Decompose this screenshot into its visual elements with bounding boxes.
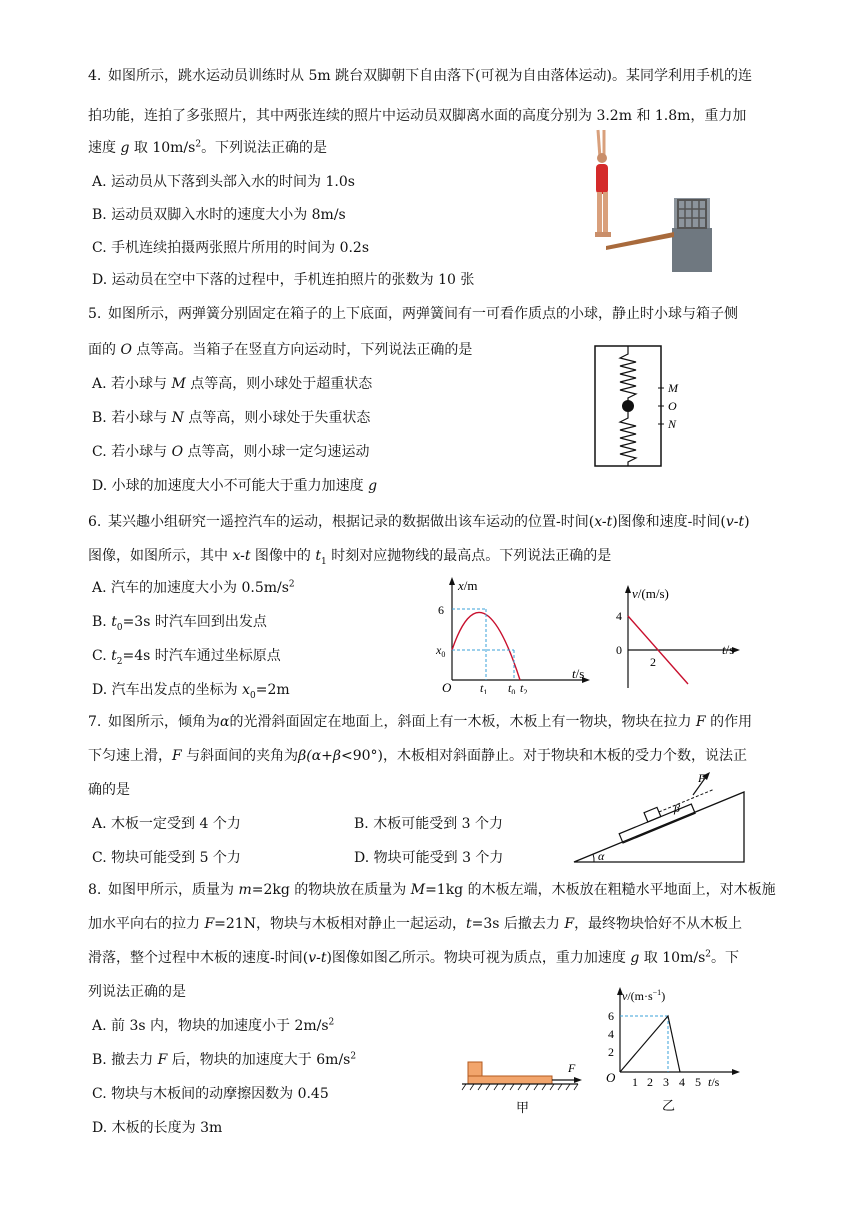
xt-graph <box>430 572 600 694</box>
diver <box>595 130 611 237</box>
q7-number: 7. <box>88 714 102 730</box>
q5-stem-line2: 面的 O 点等高。当箱子在竖直方向运动时，下列说法正确的是 <box>88 342 473 358</box>
q5-option-d: D. 小球的加速度大小不可能大于重力加速度 g <box>92 478 378 494</box>
q6-number: 6. <box>88 514 102 530</box>
label-n: N <box>668 417 677 431</box>
q7-option-b: B. 木板可能受到 3 个力 <box>354 816 503 832</box>
q8-option-a: A. 前 3s 内，物块的加速度小于 $2m/s^2$ <box>92 1017 335 1034</box>
block-m <box>468 1062 482 1076</box>
upper-spring <box>620 346 636 402</box>
lower-spring <box>620 412 636 466</box>
label-f: F <box>698 771 706 785</box>
fig-jia <box>460 1054 590 1114</box>
q4-number: 4. <box>88 68 102 84</box>
vt-xlabel: t/s <box>722 642 735 657</box>
yi-xtick-5: 5 <box>695 1075 701 1089</box>
label-f: F <box>568 1061 576 1075</box>
q6-option-c: C. $t_2=4s$ 时汽车通过坐标原点 <box>92 648 281 667</box>
q7-option-a: A. 木板一定受到 4 个力 <box>92 816 241 832</box>
xt-t0-label: $t_0$ <box>508 681 516 694</box>
xt-xlabel: t/s <box>572 666 585 681</box>
q7-stem-line3: 确的是 <box>88 782 130 798</box>
yi-ytick-6: 6 <box>608 1009 614 1023</box>
xt-ylabel: x/m <box>458 578 478 593</box>
vt-origin: 0 <box>616 643 622 657</box>
q4-option-b: B. 运动员双脚入水时的速度大小为 8m/s <box>92 207 346 223</box>
yi-ytick-2: 2 <box>608 1045 614 1059</box>
xt-peak-label: 6 <box>438 603 444 617</box>
incline-figure <box>568 770 748 866</box>
q7-stem-line2: 下匀速上滑，F 与斜面间的夹角为β(α+β<90°)，木板相对斜面静止。对于物块和木板的受力个数，说法正 <box>88 748 748 764</box>
xt-x0-label: $x_0$ <box>436 643 446 659</box>
q4-option-c: C. 手机连续拍摄两张照片所用的时间为 0.2s <box>92 240 370 256</box>
block <box>644 807 661 822</box>
q8-option-c: C. 物块与木板间的动摩擦因数为 0.45 <box>92 1086 329 1102</box>
label-m: M <box>668 381 678 395</box>
spring-box-figure <box>592 344 702 470</box>
q4-stem-line1: 如图所示，跳水运动员训练时从 5m 跳台双脚朝下自由落下(可视为自由落体运动)。某同学利用手机的连 <box>108 68 753 84</box>
q7-option-c: C. 物块可能受到 5 个力 <box>92 850 241 866</box>
q8-stem-line4: 列说法正确的是 <box>88 984 186 1000</box>
q4-stem-line2: 拍功能，连拍了多张照片，其中两张连续的照片中运动员双脚离水面的高度分别为 3.2m 和 1.8m，重力加 <box>88 108 747 124</box>
q6-option-d: D. 汽车出发点的坐标为 $x_0=2m$ <box>92 682 290 701</box>
yi-xtick-2: 2 <box>647 1075 653 1089</box>
q5-option-c: C. 若小球与 O 点等高，则小球一定匀速运动 <box>92 444 370 460</box>
q6-stem-line1: 某兴趣小组研究一遥控汽车的运动，根据记录的数据做出该车运动的位置-时间(x-t)图像和速度-时间(v-t) <box>108 514 750 530</box>
q8-stem-line3: 滑落，整个过程中木板的速度-时间(v-t)图像如图乙所示。物块可视为质点，重力加速度 g 取 $10m/s^2$。下 <box>88 949 739 966</box>
plank-and-block <box>615 784 720 843</box>
q8-option-b: B. 撤去力 F 后，物块的加速度大于 $6m/s^2$ <box>92 1051 357 1068</box>
q5-stem-line1: 如图所示，两弹簧分别固定在箱子的上下底面，两弹簧间有一可看作质点的小球，静止时小球与箱子侧 <box>108 306 738 322</box>
diver-figure <box>578 128 718 274</box>
q5-option-b: B. 若小球与 N 点等高，则小球处于失重状态 <box>92 410 371 426</box>
springboard <box>606 232 674 250</box>
q4-stem-line3: 速度 g 取 $10m/s^2$。下列说法正确的是 <box>88 139 328 156</box>
fig-yi <box>600 982 750 1114</box>
q8-stem-line1: 如图甲所示，质量为 m=2kg 的物块放在质量为 M=1kg 的木板左端，木板放在粗糙水平地面上，对木板施 <box>108 882 776 898</box>
yi-xlabel: t/s <box>708 1075 720 1089</box>
vt-xtick-2: 2 <box>650 655 656 669</box>
board-M <box>468 1076 552 1084</box>
q4-option-d: D. 运动员在空中下落的过程中，手机连拍照片的张数为 10 张 <box>92 272 475 288</box>
diving-tower <box>672 198 712 272</box>
q8-option-d: D. 木板的长度为 3m <box>92 1120 223 1136</box>
yi-xtick-3: 3 <box>663 1075 669 1089</box>
q6-option-a: A. 汽车的加速度大小为 $0.5m/s^2$ <box>92 579 295 596</box>
caption-yi: 乙 <box>662 1098 676 1113</box>
label-beta: β <box>674 801 680 815</box>
vt-ylabel: v/(m/s) <box>632 586 669 601</box>
caption-jia: 甲 <box>516 1100 530 1114</box>
plank <box>619 804 695 843</box>
xt-t2-label: $t_2$ <box>520 681 528 694</box>
yi-xtick-4: 4 <box>679 1075 685 1089</box>
label-o: O <box>668 399 677 413</box>
label-alpha: α <box>598 849 605 863</box>
q7-option-d: D. 物块可能受到 3 个力 <box>354 850 504 866</box>
q6-stem-line2: 图像，如图所示，其中 x-t 图像中的 $t_1$ 时刻对应抛物线的最高点。下列说法正确的是 <box>88 548 612 567</box>
q5-option-a: A. 若小球与 M 点等高，则小球处于超重状态 <box>92 376 373 392</box>
q8-stem-line2: 加水平向右的拉力 F=21N，物块与木板相对静止一起运动，t=3s 后撤去力 F，最终物块恰好不从木板上 <box>88 916 743 932</box>
q4-option-a: A. 运动员从下落到头部入水的时间为 1.0s <box>92 174 355 190</box>
yi-xtick-1: 1 <box>632 1075 638 1089</box>
q6-option-b: B. $t_0=3s$ 时汽车回到出发点 <box>92 614 267 633</box>
yi-origin: O <box>606 1070 616 1085</box>
q8-number: 8. <box>88 882 102 898</box>
q5-number: 5. <box>88 306 102 322</box>
yi-vt-line <box>620 1016 680 1072</box>
vt-ytick-4: 4 <box>616 609 622 623</box>
yi-ylabel: $v/(m\cdot s^{-1})$ <box>622 988 666 1003</box>
yi-ytick-4: 4 <box>608 1027 614 1041</box>
ball <box>622 400 634 412</box>
vt-graph <box>608 580 758 692</box>
xt-t1-label: $t_1$ <box>480 681 488 694</box>
xt-origin: O <box>442 680 452 694</box>
q7-stem-line1: 如图所示，倾角为α的光滑斜面固定在地面上，斜面上有一木板，木板上有一物块，物块在拉力 F 的作用 <box>108 714 753 730</box>
